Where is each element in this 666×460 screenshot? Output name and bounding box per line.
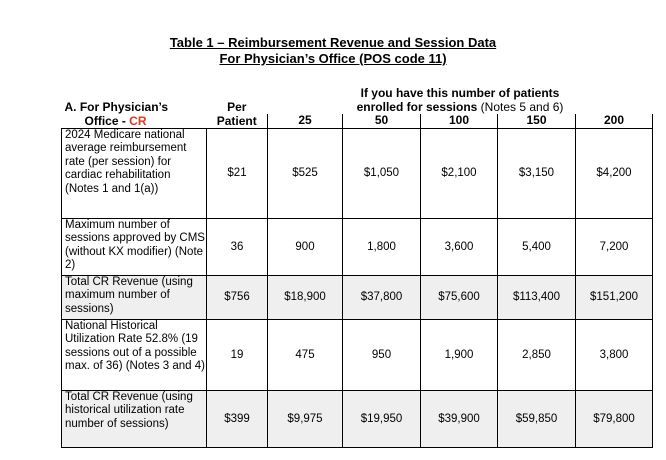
- section-label-cr: CR: [129, 113, 147, 128]
- value-cell: $79,800: [576, 390, 653, 447]
- table-row: [62, 218, 653, 275]
- value-cell: 1,900: [421, 319, 498, 390]
- per-patient-cell: $21: [207, 128, 268, 218]
- per-patient-cell: 19: [207, 319, 268, 390]
- count-header: 25: [268, 114, 343, 128]
- value-cell: 3,800: [576, 319, 653, 390]
- per-patient-cell: $399: [207, 390, 268, 447]
- section-label-office: Office -: [84, 113, 130, 128]
- value-cell: $4,200: [576, 128, 653, 218]
- row-label: National Historical Utilization Rate 52.8% (19 sessions out of a possible max. of 36) (Notes 3 and 4): [62, 319, 207, 390]
- per-patient-header-line1: Per: [227, 99, 247, 114]
- section-label: [62, 84, 207, 128]
- value-cell: $151,200: [576, 275, 653, 319]
- count-header: 100: [421, 114, 498, 128]
- patients-header: [268, 84, 653, 114]
- value-cell: 5,400: [498, 218, 576, 275]
- table-subtitle: For Physician’s Office (POS code 11): [219, 51, 447, 66]
- section-label-line2: [65, 114, 207, 128]
- patients-header-enrolled: enrolled for sessions: [356, 100, 478, 114]
- value-cell: $113,400: [498, 275, 576, 319]
- patients-header-notes: (Notes 5 and 6): [477, 100, 564, 114]
- value-cell: $18,900: [268, 275, 343, 319]
- value-cell: 1,800: [343, 218, 421, 275]
- value-cell: $9,975: [268, 390, 343, 447]
- reimbursement-table: [61, 84, 653, 448]
- value-cell: $3,150: [498, 128, 576, 218]
- count-header: 150: [498, 114, 576, 128]
- header-row-top: [62, 84, 653, 114]
- row-label: Total CR Revenue (using maximum number of sessions): [62, 275, 207, 319]
- section-label-line1: A. For Physician’s: [64, 99, 169, 114]
- value-cell: 2,850: [498, 319, 576, 390]
- row-label: Maximum number of sessions approved by CMS (without KX modifier) (Note 2): [62, 218, 207, 275]
- table-row: [62, 275, 653, 319]
- per-patient-cell: $756: [207, 275, 268, 319]
- per-patient-header-line2: Patient: [216, 113, 257, 128]
- value-cell: $1,050: [343, 128, 421, 218]
- value-cell: 7,200: [576, 218, 653, 275]
- value-cell: $39,900: [421, 390, 498, 447]
- patients-header-line2: [268, 100, 653, 114]
- value-cell: $19,950: [343, 390, 421, 447]
- table-row: [62, 390, 653, 447]
- table-row: [62, 319, 653, 390]
- patients-header-line1: If you have this number of patients: [360, 86, 560, 100]
- value-cell: $2,100: [421, 128, 498, 218]
- per-patient-cell: 36: [207, 218, 268, 275]
- value-cell: 950: [343, 319, 421, 390]
- value-cell: $75,600: [421, 275, 498, 319]
- count-header: 50: [343, 114, 421, 128]
- value-cell: 475: [268, 319, 343, 390]
- value-cell: $37,800: [343, 275, 421, 319]
- value-cell: $59,850: [498, 390, 576, 447]
- per-patient-header: [207, 84, 268, 128]
- value-cell: 900: [268, 218, 343, 275]
- table-row: [62, 128, 653, 218]
- value-cell: $525: [268, 128, 343, 218]
- table-title: Table 1 – Reimbursement Revenue and Session Data: [169, 35, 497, 50]
- value-cell: 3,600: [421, 218, 498, 275]
- count-header: 200: [576, 114, 653, 128]
- row-label: 2024 Medicare national average reimbursement rate (per session) for cardiac rehabilitation (Notes 1 and 1(a)): [62, 128, 207, 218]
- row-label: Total CR Revenue (using historical utilization rate number of sessions): [62, 390, 207, 447]
